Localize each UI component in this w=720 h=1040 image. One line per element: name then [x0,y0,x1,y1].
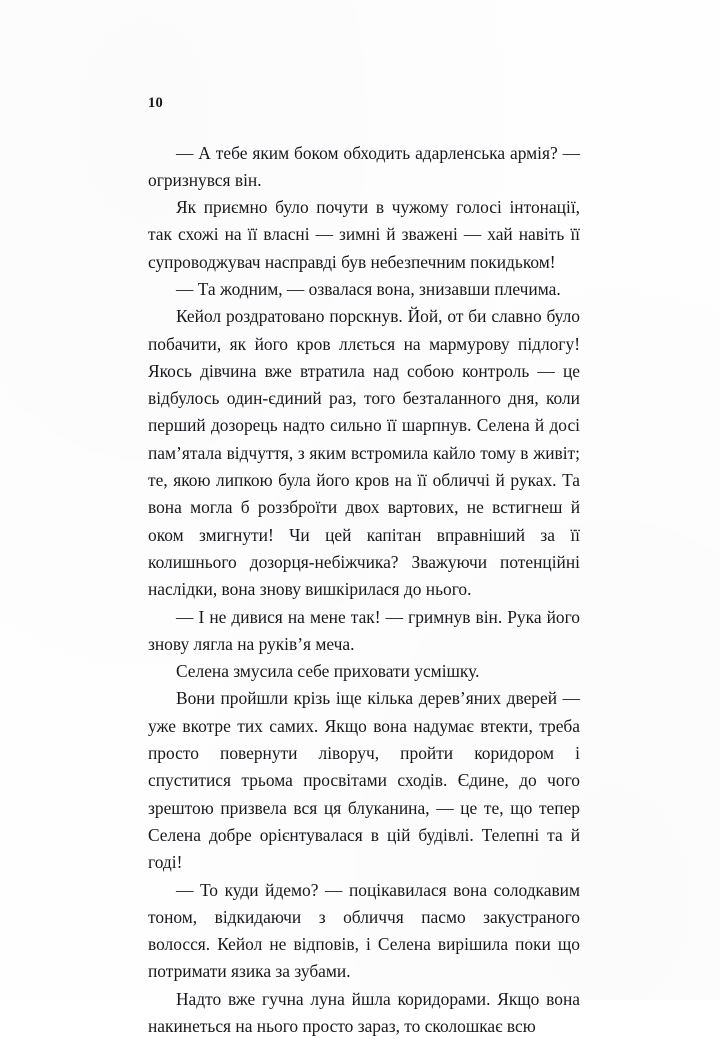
paragraph: — То куди йдемо? — поцікавилася вона солодкавим тоном, відкидаючи з обличчя пасмо закустраного волосся. Кейол не відповів, і Селена вирішила поки що потримати язика за зубами. [148,877,580,986]
body-text [148,140,580,1040]
paragraph: Кейол роздратовано порскнув. Йой, от би славно було побачити, як його кров ллється на мармурову підлогу! Якось дівчина вже втратила над собою контроль — це відбулось один-єдиний раз, того безталанного дня, коли перший дозорець надто сильно її шарпнув. Селена й досі пам’ятала відчуття, з яким встромила кайло тому в живіт; те, якою липкою була його кров на її обличчі й руках. Та вона могла б роззброїти двох вартових, не встигнеш й оком змигнути! Чи цей капітан вправніший за її колишнього дозорця-небіжчика? Зважуючи потенційні наслідки, вона знову вишкірилася до нього. [148,303,580,603]
paragraph: — І не дивися на мене так! — гримнув він. Рука його знову лягла на руків’я меча. [148,604,580,659]
paragraph: — Та жодним, — озвалася вона, знизавши плечима. [148,276,580,303]
page-number: 10 [148,96,580,111]
paragraph: Надто вже гучна луна йшла коридорами. Якщо вона накинеться на нього просто зараз, то сколошкає всю [148,986,580,1040]
paragraph: Селена змусила себе приховати усмішку. [148,658,580,685]
paragraph: Як приємно було почути в чужому голосі інтонації, так схожі на її власні — зимні й зважені — хай навіть її супроводжувач насправді був небезпечним покидьком! [148,194,580,276]
paragraph: — А тебе яким боком обходить адарленська армія? — огризнувся він. [148,140,580,195]
page-text-block [148,96,580,1040]
paragraph: Вони пройшли крізь іще кілька дерев’яних дверей — уже вкотре тих самих. Якщо вона надумає втекти, треба просто повернути ліворуч, пройти коридором і спуститися трьома просвітами сходів. Єдине, до чого зрештою призвела вся ця блуканина, — це те, що тепер Селена добре орієнтувалася в цій будівлі. Телепні та й годі! [148,685,580,876]
